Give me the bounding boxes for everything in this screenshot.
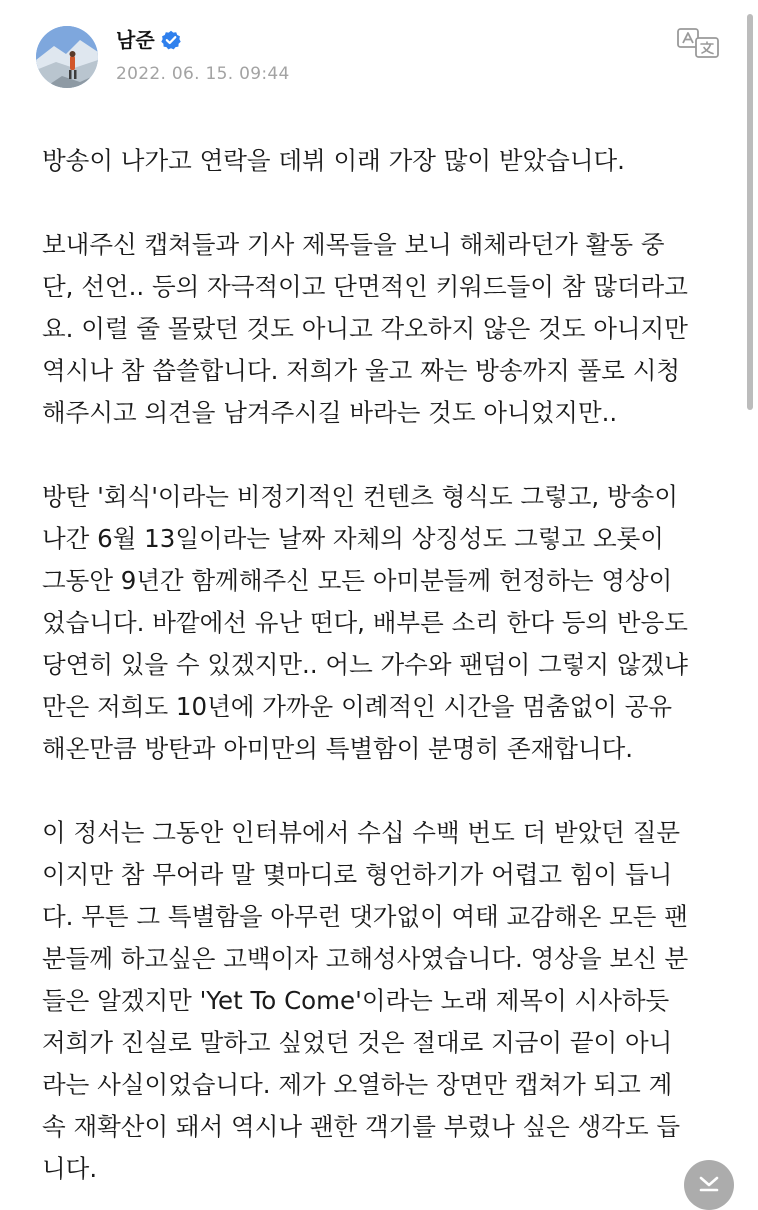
post-header xyxy=(0,0,758,120)
post-paragraph: 방탄 '회식'이라는 비정기적인 컨텐츠 형식도 그렇고, 방송이 나간 6월 13일이라는 날짜 자체의 상징성도 그렇고 오롯이 그동안 9년간 함께해주신 모든 아미분들께 헌정하는 영상이 었습니다. 바깥에선 유난 떤다, 배부른 소리 한다 등의 반응도 당연히 있을 수 있겠지만.. 어느 가수와 팬덤이 그렇지 않겠냐 만은 저희도 10년에 가까운 이례적인 시간을 멈춤없이 공유 해온만큼 방탄과 아미만의 특별함이 분명히 존재합니다. xyxy=(42,482,688,763)
scrollbar[interactable] xyxy=(744,0,758,1200)
scrollbar-thumb[interactable] xyxy=(747,14,753,410)
author-line xyxy=(116,28,181,52)
post-timestamp: 2022. 06. 15. 09:44 xyxy=(116,64,290,84)
chevron-down-icon xyxy=(697,1170,721,1194)
post-paragraph: 이 정서는 그동안 인터뷰에서 수십 수백 번도 더 받았던 질문 이지만 참 무어라 말 몇마디로 형언하기가 어렵고 힘이 듭니 다. 무튼 그 특별함을 아무런 댓가없이 여태 교감해온 모든 팬 분들께 하고싶은 고백이자 고해성사였습니다. 영상을 보신 분 들은 알겠지만 'Yet To Come'이라는 노래 제목이 시사하듯 저희가 진실로 말하고 싶었던 것은 절대로 지금이 끝이 아니 라는 사실이었습니다. 제가 오열하는 장면만 캡쳐가 되고 계 속 재확산이 돼서 역시나 괜한 객기를 부렸나 싶은 생각도 듭 니다. xyxy=(42,818,689,1183)
post-paragraph: 방송이 나가고 연락을 데뷔 이래 가장 많이 받았습니다. xyxy=(42,146,625,175)
post-body xyxy=(42,140,722,1190)
author-avatar[interactable] xyxy=(36,26,98,88)
avatar-photo xyxy=(36,26,98,88)
translate-button[interactable] xyxy=(676,26,722,60)
scroll-down-button[interactable] xyxy=(684,1160,734,1210)
post-paragraph: 보내주신 캡쳐들과 기사 제목들을 보니 해체라던가 활동 중 단, 선언.. 등의 자극적이고 단면적인 키워드들이 참 많더라고 요. 이럴 줄 몰랐던 것도 아니고 각오하지 않은 것도 아니지만 역시나 참 씁쓸합니다. 저희가 울고 짜는 방송까지 풀로 시청 해주시고 의견을 남겨주시길 바라는 것도 아니었지만.. xyxy=(42,230,688,427)
translate-icon xyxy=(676,26,722,60)
author-name[interactable]: 남준 xyxy=(116,28,155,52)
verified-badge-icon xyxy=(161,30,181,50)
